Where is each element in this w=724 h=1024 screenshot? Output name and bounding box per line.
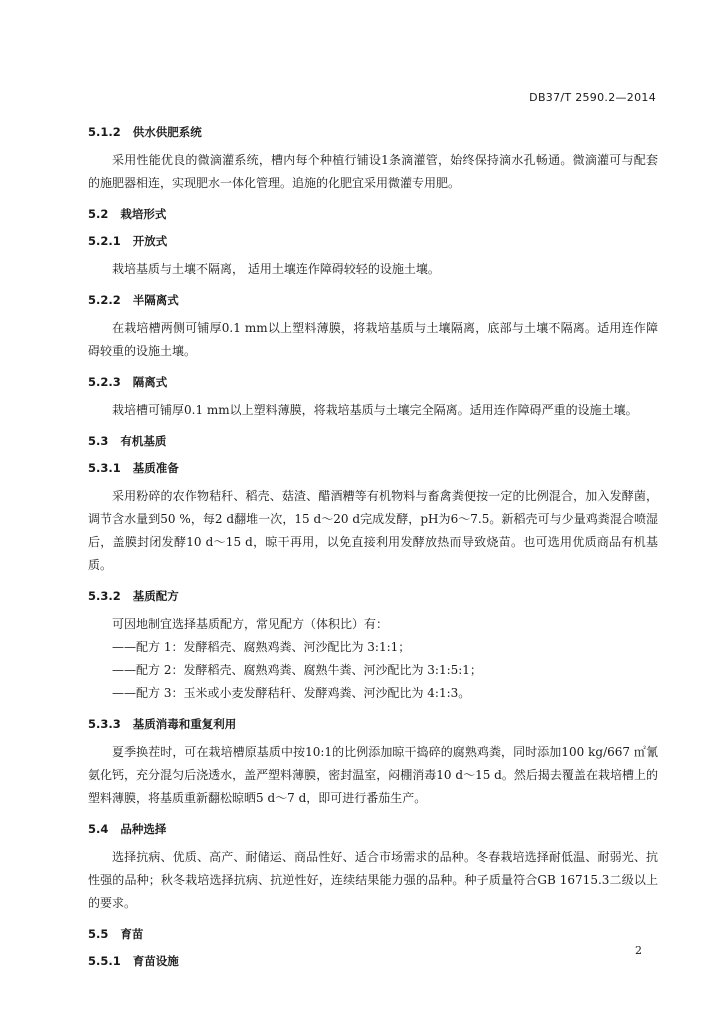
heading-5-3-2 xyxy=(88,588,658,604)
list-item-formula-2: ——配方 2：发酵稻壳、腐熟鸡粪、腐熟牛粪、河沙配比为 3:1:5:1； xyxy=(112,663,482,677)
heading-title: 基质配方 xyxy=(132,589,179,603)
heading-number: 5.2.1 xyxy=(88,234,121,248)
heading-5-2-2 xyxy=(88,292,658,308)
paragraph-5-3-2-intro: 可因地制宜选择基质配方，常见配方（体积比）有： xyxy=(112,617,389,631)
heading-title: 隔离式 xyxy=(132,375,168,389)
heading-number: 5.2.3 xyxy=(88,375,121,389)
heading-5-4 xyxy=(88,821,658,837)
heading-number: 5.3.2 xyxy=(88,589,121,603)
paragraph-5-3-1: 采用粉碎的农作物秸秆、稻壳、菇渣、醋酒糟等有机物料与畜禽粪便按一定的比例混合，加入发酵菌，调节含水量到50 %，每2 d翻堆一次，15 d～20 d完成发酵，pH为6～7.5。新稻壳可与少量鸡粪混合喷湿后，盖膜封闭发酵10 d～15 d，晾干再用，以免直接利用发酵放热而导致烧苗。也可选用优质商品有机基质。 xyxy=(88,489,658,572)
heading-number: 5.2 xyxy=(88,207,109,221)
list-item-formula-1: ——配方 1：发酵稻壳、腐熟鸡粪、河沙配比为 3:1:1； xyxy=(112,640,411,654)
heading-number: 5.5.1 xyxy=(88,954,121,968)
heading-number: 5.4 xyxy=(88,822,109,836)
heading-number: 5.5 xyxy=(88,927,109,941)
heading-number: 5.3.1 xyxy=(88,461,121,475)
heading-title: 基质消毒和重复利用 xyxy=(132,717,237,731)
page-number: 2 xyxy=(635,944,642,957)
paragraph-5-2-1: 栽培基质与土壤不隔离， 适用土壤连作障碍较轻的设施土壤。 xyxy=(112,262,440,276)
heading-5-5-1 xyxy=(88,953,658,969)
heading-5-3-1 xyxy=(88,460,658,476)
heading-5-5 xyxy=(88,926,658,942)
heading-5-3-3 xyxy=(88,716,658,732)
heading-number: 5.3.3 xyxy=(88,717,121,731)
heading-title: 品种选择 xyxy=(120,822,167,836)
heading-title: 供水供肥系统 xyxy=(132,125,202,139)
heading-number: 5.2.2 xyxy=(88,293,121,307)
heading-title: 基质准备 xyxy=(132,461,179,475)
heading-5-3 xyxy=(88,433,658,449)
document-code: DB37/T 2590.2—2014 xyxy=(529,91,656,104)
paragraph-5-3-3: 夏季换茬时，可在栽培槽原基质中按10:1的比例添加晾干捣碎的腐熟鸡粪，同时添加100 kg/667 ㎡氰氨化钙，充分混匀后浇透水，盖严塑料薄膜，密封温室，闷棚消毒10 d～15 d。然后揭去覆盖在栽培槽上的塑料薄膜，将基质重新翻松晾晒5 d～7 d，即可进行番茄生产。 xyxy=(88,745,658,805)
heading-title: 栽培形式 xyxy=(120,207,167,221)
heading-5-2-3 xyxy=(88,374,658,390)
paragraph-5-2-3: 栽培槽可铺厚0.1 mm以上塑料薄膜，将栽培基质与土壤完全隔离。适用连作障碍严重的设施土壤。 xyxy=(112,403,638,417)
paragraph-5-1-2: 采用性能优良的微滴灌系统，槽内每个种植行铺设1条滴灌管，始终保持滴水孔畅通。微滴灌可与配套的施肥器相连，实现肥水一体化管理。追施的化肥宜采用微灌专用肥。 xyxy=(88,153,658,190)
heading-title: 育苗设施 xyxy=(132,954,179,968)
heading-title: 开放式 xyxy=(132,234,168,248)
document-body xyxy=(88,113,658,978)
heading-number: 5.3 xyxy=(88,434,109,448)
heading-title: 有机基质 xyxy=(120,434,167,448)
heading-title: 半隔离式 xyxy=(132,293,179,307)
heading-number: 5.1.2 xyxy=(88,125,121,139)
heading-5-2 xyxy=(88,206,658,222)
heading-5-2-1 xyxy=(88,233,658,249)
heading-5-1-2 xyxy=(88,124,658,140)
list-item-formula-3: ——配方 3：玉米或小麦发酵秸秆、发酵鸡粪、河沙配比为 4:1:3。 xyxy=(112,686,471,700)
heading-title: 育苗 xyxy=(120,927,144,941)
paragraph-5-2-2: 在栽培槽两侧可铺厚0.1 mm以上塑料薄膜，将栽培基质与土壤隔离，底部与土壤不隔离。适用连作障碍较重的设施土壤。 xyxy=(88,321,658,358)
paragraph-5-4: 选择抗病、优质、高产、耐储运、商品性好、适合市场需求的品种。冬春栽培选择耐低温、耐弱光、抗性强的品种；秋冬栽培选择抗病、抗逆性好，连续结果能力强的品种。种子质量符合GB 16715.3二级以上的要求。 xyxy=(88,850,658,910)
